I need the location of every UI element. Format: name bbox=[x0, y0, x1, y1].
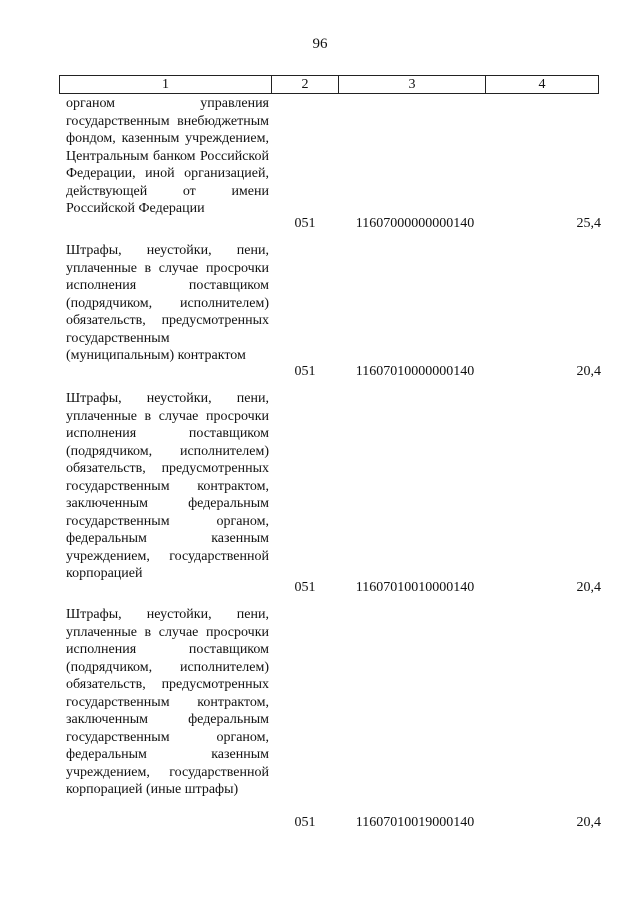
row-code: 051 bbox=[294, 580, 316, 595]
row-kbk: 11607010000000140 bbox=[355, 364, 475, 379]
row-description: органом управления государственным внебюджетным фондом, казенным учреждением, Центральным банком Российской Федерации, иной организацией, действующей от имени Российской Федерации bbox=[66, 96, 269, 216]
row-code: 051 bbox=[294, 216, 316, 231]
row-amount: 25,4 bbox=[576, 216, 601, 231]
row-kbk: 11607010019000140 bbox=[355, 815, 475, 830]
row-code: 051 bbox=[294, 815, 316, 830]
column-header-2: 2 bbox=[272, 76, 339, 93]
row-amount: 20,4 bbox=[576, 364, 601, 379]
column-header-4: 4 bbox=[538, 77, 546, 92]
row-description: Штрафы, неустойки, пени, уплаченные в случае просрочки исполнения поставщиком (подрядчиком, исполнителем) обязательств, предусмотренных государственным (муниципальным) контрактом bbox=[66, 243, 269, 363]
page-number: 96 bbox=[312, 36, 328, 52]
row-kbk: 11607000000000140 bbox=[355, 216, 475, 231]
row-description: Штрафы, неустойки, пени, уплаченные в случае просрочки исполнения поставщиком (подрядчиком, исполнителем) обязательств, предусмотренных государственным контрактом, заключенным федеральным государственным органом, федеральным казенным учреждением, государственной корпорацией bbox=[66, 391, 269, 581]
row-kbk: 11607010010000140 bbox=[355, 580, 475, 595]
row-amount: 20,4 bbox=[576, 815, 601, 830]
row-amount: 20,4 bbox=[576, 580, 601, 595]
row-code: 051 bbox=[294, 364, 316, 379]
column-header-3: 3 bbox=[339, 76, 486, 93]
column-header-1: 1 bbox=[60, 76, 272, 93]
row-description: Штрафы, неустойки, пени, уплаченные в случае просрочки исполнения поставщиком (подрядчиком, исполнителем) обязательств, предусмотренных государственным контрактом, заключенным федеральным государственным органом, федеральным казенным учреждением, государственной корпорацией (иные штрафы) bbox=[66, 607, 269, 797]
table-header bbox=[59, 75, 599, 94]
